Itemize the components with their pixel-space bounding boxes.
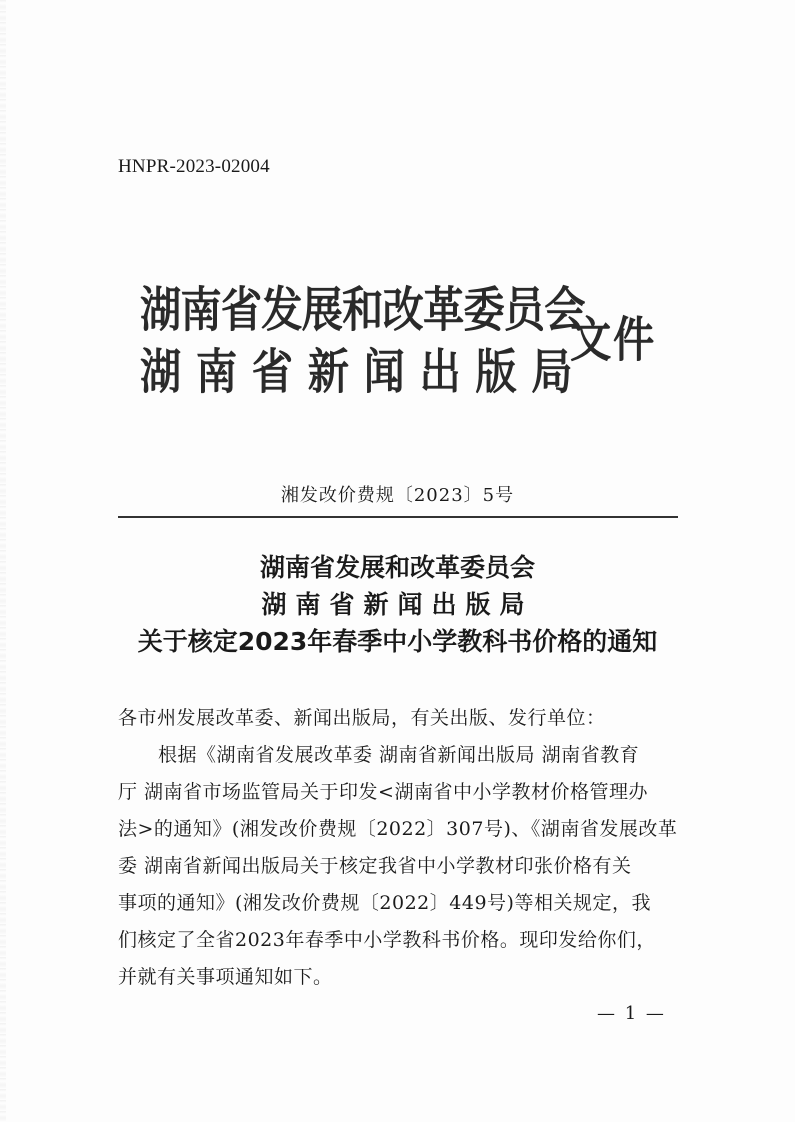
title-line-2: 湖南省新闻出版局: [261, 590, 534, 619]
body-line: 委 湖南省新闻出版局关于核定我省中小学教材印张价格有关: [118, 855, 632, 877]
issuer-header: [140, 274, 680, 414]
body-line: 根据《湖南省发展改革委 湖南省新闻出版局 湖南省教育: [158, 744, 640, 766]
body-line: 事项的通知》(湘发改价费规〔2022〕449号)等相关规定，我: [118, 892, 651, 914]
header-divider: [118, 516, 678, 518]
title-line-1: 湖南省发展和改革委员会: [259, 553, 535, 582]
salutation-line: 各市州发展改革委、新闻出版局，有关出版、发行单位：: [118, 707, 606, 729]
issuer-suffix: 文件: [570, 312, 657, 368]
body-text: [118, 700, 683, 996]
issuer-line-1: 湖南省发展和改革委员会: [140, 282, 585, 338]
document-number: 湘发改价费规〔2023〕5号: [280, 485, 515, 506]
body-line: 法>的通知》(湘发改价费规〔2022〕307号)、《湖南省发展改革: [118, 818, 678, 840]
body-line: 并就有关事项通知如下。: [118, 966, 333, 988]
page-number: — 1 —: [597, 1003, 666, 1024]
body-line: 们核定了全省2023年春季中小学教科书价格。现印发给你们，: [118, 929, 656, 951]
title-line-3: 关于核定2023年春季中小学教科书价格的通知: [137, 627, 658, 656]
body-line: 厅 湖南省市场监管局关于印发<湖南省中小学教材价格管理办: [118, 781, 648, 803]
document-code: HNPR-2023-02004: [118, 156, 270, 177]
issuer-line-2: 湖南省新闻出版局: [140, 344, 588, 400]
